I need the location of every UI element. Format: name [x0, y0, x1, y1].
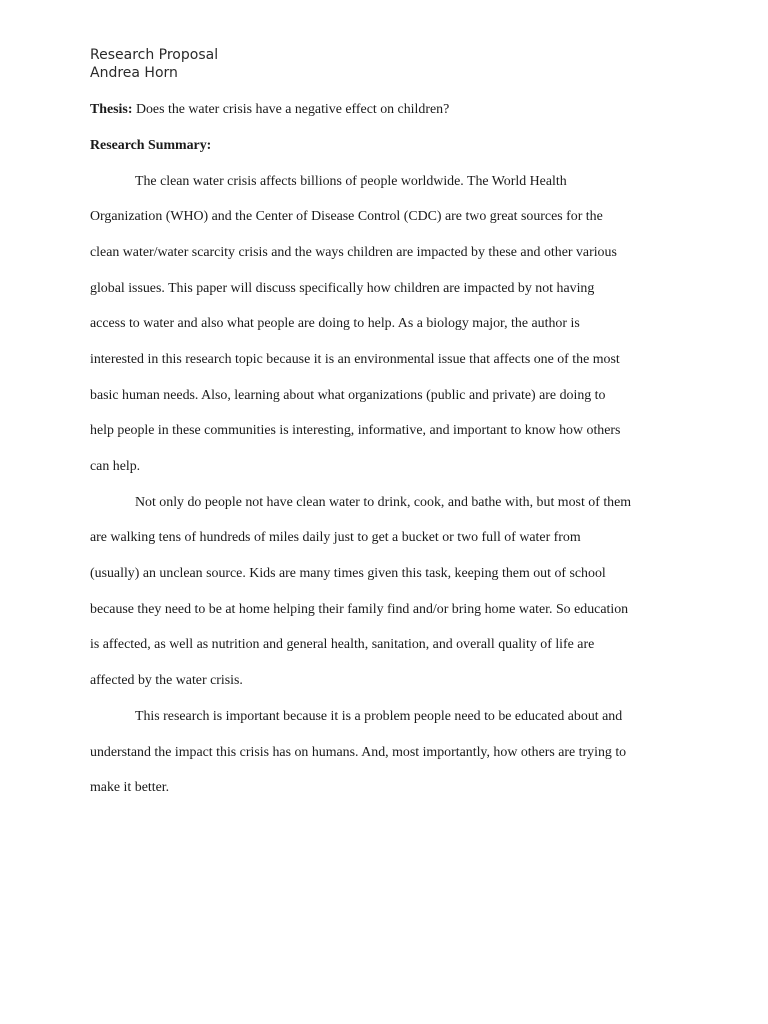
paragraph-2-line: is affected, as well as nutrition and general health, sanitation, and overall quality of life are [90, 637, 595, 652]
paragraph-1-line: Organization (WHO) and the Center of Disease Control (CDC) are two great sources for the [90, 209, 603, 224]
research-summary-heading: Research Summary: [90, 138, 212, 153]
paragraph-1-line: help people in these communities is interesting, informative, and important to know how others [90, 423, 621, 438]
paragraph-2-line: Not only do people not have clean water to drink, cook, and bathe with, but most of them [135, 495, 632, 510]
thesis-text: Does the water crisis have a negative effect on children? [135, 102, 450, 117]
thesis-label: Thesis: [90, 102, 133, 117]
paragraph-2-line: (usually) an unclean source. Kids are many times given this task, keeping them out of school [90, 566, 606, 581]
paragraph-1-line: access to water and also what people are doing to help. As a biology major, the author is [90, 316, 580, 331]
paragraph-1-line: The clean water crisis affects billions of people worldwide. The World Health [135, 174, 567, 189]
thesis-statement [90, 100, 680, 120]
document-title: Research Proposal [90, 47, 219, 63]
document-header [90, 46, 218, 82]
paragraph-1-line: global issues. This paper will discuss specifically how children are impacted by not having [90, 281, 595, 296]
paragraph-2-line: because they need to be at home helping their family find and/or bring home water. So education [90, 602, 629, 617]
document-author: Andrea Horn [90, 65, 178, 81]
paragraph-1-line: clean water/water scarcity crisis and the ways children are impacted by these and other various [90, 245, 617, 260]
paragraph-2-line: are walking tens of hundreds of miles daily just to get a bucket or two full of water from [90, 530, 581, 545]
paragraph-2-line: affected by the water crisis. [90, 673, 243, 688]
paragraph-3-line: This research is important because it is a problem people need to be educated about and [135, 709, 623, 724]
paragraph-1-line: basic human needs. Also, learning about what organizations (public and private) are doing to [90, 388, 606, 403]
paragraph-1-line: interested in this research topic because it is an environmental issue that affects one of the most [90, 352, 620, 367]
paragraph-3-line: understand the impact this crisis has on humans. And, most importantly, how others are trying to [90, 745, 627, 760]
paragraph-3-line: make it better. [90, 780, 170, 795]
paragraph-1-line: can help. [90, 459, 141, 474]
